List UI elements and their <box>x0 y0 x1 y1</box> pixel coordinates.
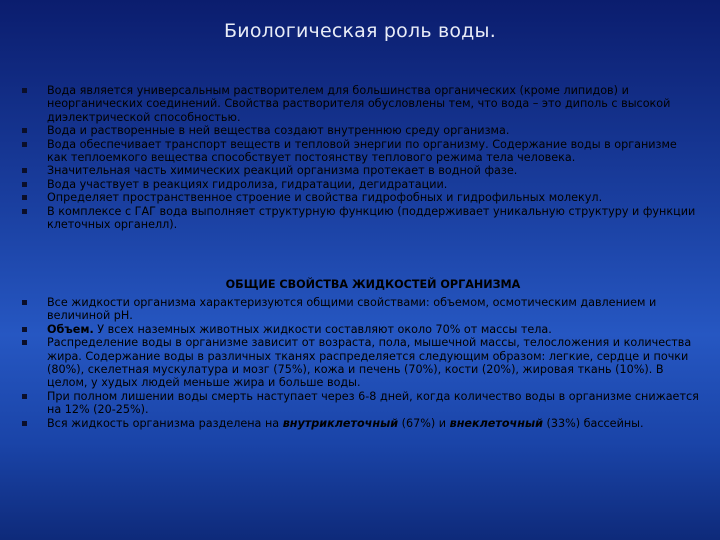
intracellular-term: внутриклеточный <box>282 416 399 430</box>
water-role-list <box>22 84 700 231</box>
list-item-text: В комплексе с ГАГ вода выполняет структурную функцию (поддерживает уникальную структуру и функции клеточных органелл). <box>47 204 696 232</box>
list-item-text: Распределение воды в организме зависит от возраста, пола, мышечной массы, телосложения и количества жира. Содержание воды в различных тканях распределяется следующим образом: легкие, сердце и почки (80%), скелетная мускулатура и мозг (75%), кожа и печень (70%), кости (20%), жировая ткань (10%). В целом, у худых людей меньше жира и больше воды. <box>47 336 692 390</box>
list-item <box>22 417 700 430</box>
square-bullet-icon <box>22 327 27 332</box>
square-bullet-icon <box>22 421 27 426</box>
list-item-text: Вода участвует в реакциях гидролиза, гидратации, дегидратации. <box>47 177 448 191</box>
list-item-text: (33%) бассейны. <box>542 416 644 430</box>
list-item <box>22 124 700 137</box>
list-item <box>22 84 700 124</box>
square-bullet-icon <box>22 394 27 399</box>
list-item-text: Вся жидкость организма разделена на <box>47 416 283 430</box>
list-item-text: (67%) и <box>398 416 450 430</box>
list-item-text: Все жидкости организма характеризуются общими свойствами: объемом, осмотическим давлением и величиной рН. <box>47 296 657 323</box>
extracellular-term: внеклеточный <box>449 416 543 430</box>
square-bullet-icon <box>22 128 27 133</box>
list-item-text: Определяет пространственное строение и свойства гидрофобных и гидрофильных молекул. <box>47 191 603 205</box>
volume-term: Объем. <box>47 322 94 336</box>
list-item <box>22 323 700 336</box>
list-item <box>22 178 700 191</box>
section-heading: ОБЩИЕ СВОЙСТВА ЖИДКОСТЕЙ ОРГАНИЗМА <box>225 278 521 291</box>
list-item-text: У всех наземных животных жидкости составляют около 70% от массы тела. <box>93 322 552 336</box>
fluid-properties-list <box>22 296 700 430</box>
list-item <box>22 138 700 165</box>
list-item-text: Вода и растворенные в ней вещества создают внутреннюю среду организма. <box>47 124 510 138</box>
list-item-text: Вода является универсальным растворителем для большинства органических (кроме липидов) и неорганических соединений. Свойства растворителя обусловлены тем, что вода – это диполь с высокой диэлектрической способностью. <box>47 84 671 124</box>
square-bullet-icon <box>22 182 27 187</box>
slide-title: Биологическая роль воды. <box>224 20 496 42</box>
list-item <box>22 336 700 390</box>
list-item <box>22 164 700 177</box>
square-bullet-icon <box>22 168 27 173</box>
list-item-text: Вода обеспечивает транспорт веществ и тепловой энергии по организму. Содержание воды в организме как теплоемкого вещества способствует постоянству теплового режима тела человека. <box>47 137 677 165</box>
list-item-text: Значительная часть химических реакций организма протекает в водной фазе. <box>47 164 518 178</box>
square-bullet-icon <box>22 195 27 200</box>
list-item <box>22 390 700 417</box>
list-item <box>22 296 700 323</box>
square-bullet-icon <box>22 300 27 305</box>
list-item-text: При полном лишении воды смерть наступает через 6-8 дней, когда количество воды в организме снижается на 12% (20-25%). <box>47 389 699 417</box>
square-bullet-icon <box>22 340 27 345</box>
square-bullet-icon <box>22 209 27 214</box>
square-bullet-icon <box>22 142 27 147</box>
list-item <box>22 205 700 232</box>
list-item <box>22 191 700 204</box>
square-bullet-icon <box>22 88 27 93</box>
